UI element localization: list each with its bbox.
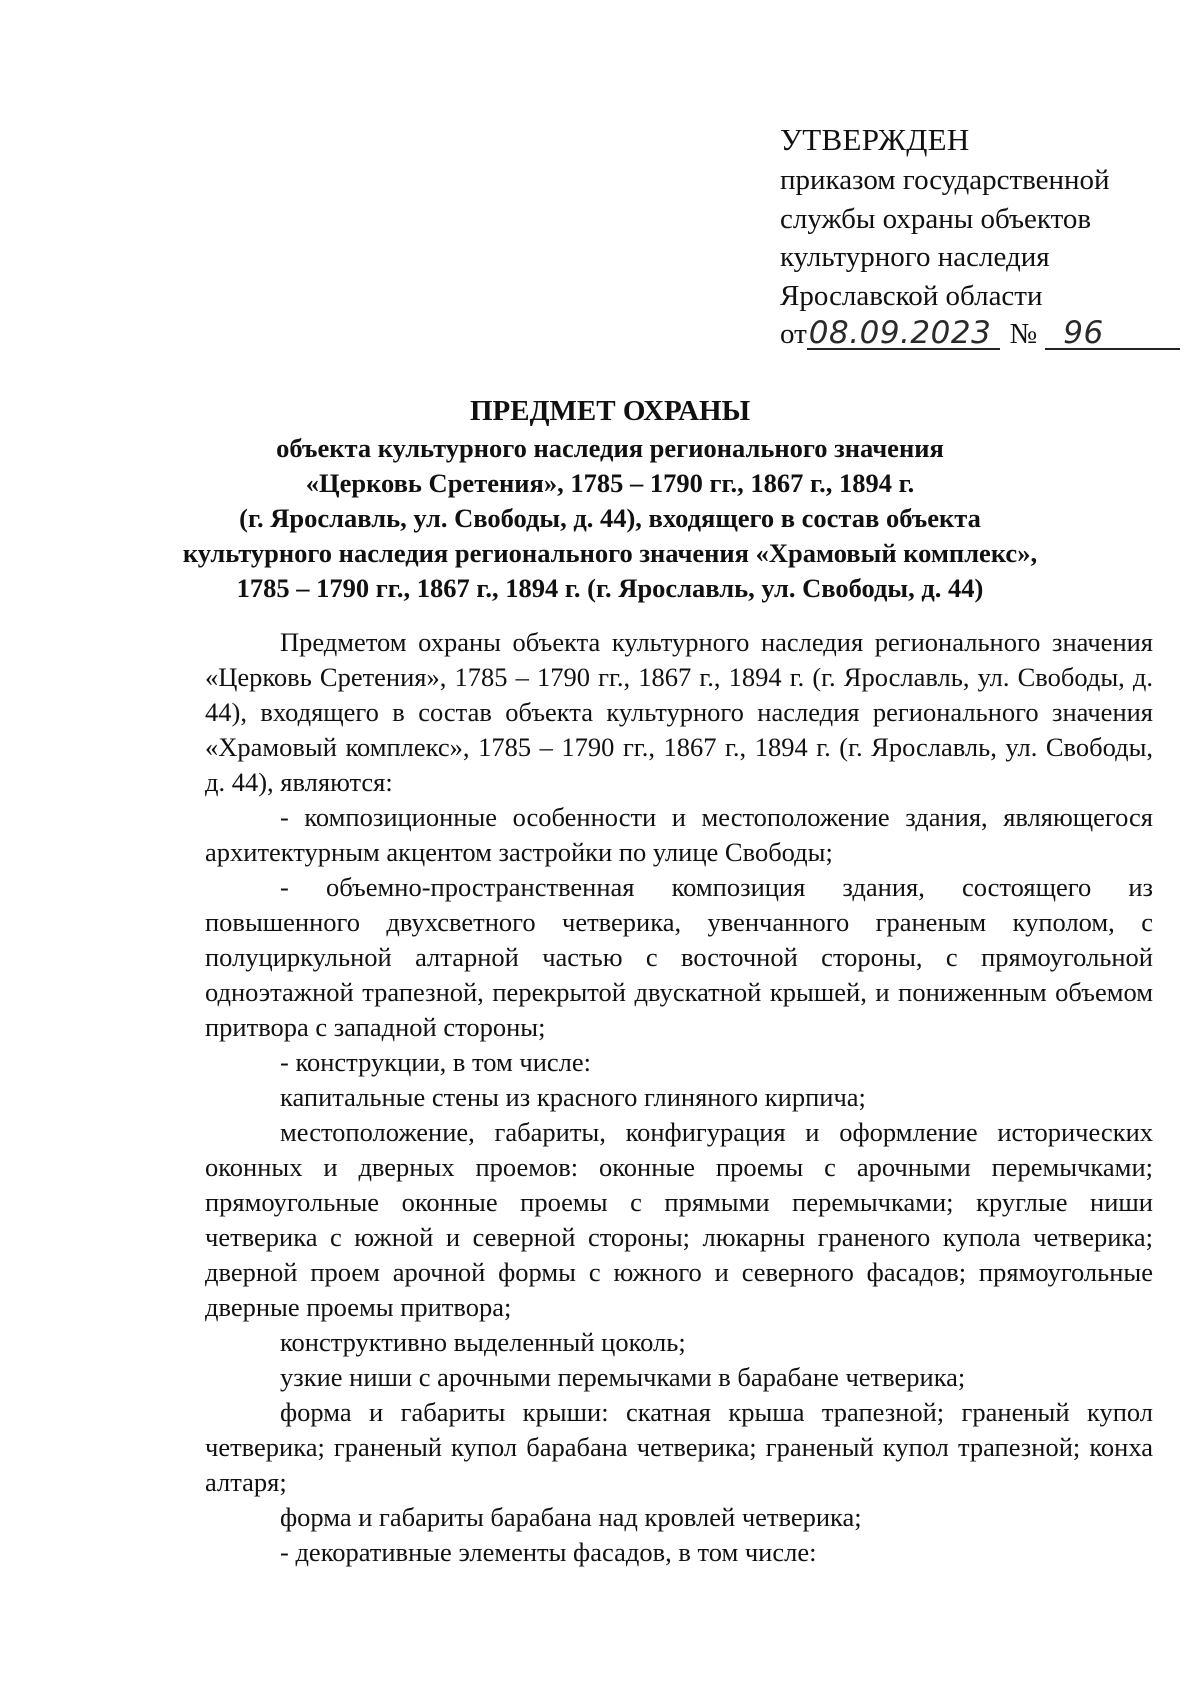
body-paragraph: - объемно-пространственная композиция здания, состоящего из повышенного двухсветного четверика, увенчанного граненым куполом, с полуциркульной алтарной частью с восточной стороны, с прямоугольной одноэтажной трапезной, перекрытой двускатной крышей, и пониженным объемом притвора с западной стороны; (205, 872, 1153, 1042)
document-title (150, 392, 1070, 606)
body-paragraph: форма и габариты барабана над кровлей четверика; (280, 1502, 862, 1532)
title-line: культурного наследия регионального значения «Храмовый комплекс», (182, 538, 1038, 568)
body-paragraph: Предметом охраны объекта культурного наследия регионального значения «Церковь Сретения», 1785 – 1790 гг., 1867 г., 1894 г. (г. Ярославль, ул. Свободы, д. 44), входящего в состав объекта культурного наследия регионального значения «Храмовый комплекс», 1785 – 1790 гг., 1867 г., 1894 г. (г. Ярославль, ул. Свободы, д. 44), являются: (205, 627, 1153, 797)
document-body (205, 625, 1153, 1570)
approval-line: культурного наследия (780, 241, 1050, 273)
body-paragraph: - композиционные особенности и местоположение здания, являющегося архитектурным акцентом застройки по улице Свободы; (205, 802, 1153, 867)
approval-line: Ярославской области (780, 279, 1043, 312)
handwritten-date: 08.09.2023 (807, 318, 1000, 350)
body-paragraph: местоположение, габариты, конфигурация и оформление исторических оконных и дверных проемов: оконные проемы с арочными перемычками; прямоугольные оконные проемы с прямыми перемычками; круглые ниши четверика с южной и северной стороны; люкарны граненого купола четверика; дверной проем арочной формы с южного и северного фасадов; прямоугольные дверные проемы притвора; (205, 1117, 1153, 1322)
handwritten-order-number: 96 (1045, 318, 1180, 350)
title-line: «Церковь Сретения», 1785 – 1790 гг., 1867 г., 1894 г. (305, 468, 915, 498)
approval-line: приказом государственной (780, 164, 1110, 196)
body-paragraph: конструктивно выделенный цоколь; (280, 1327, 686, 1357)
approval-line: службы охраны объектов (780, 202, 1092, 235)
order-date-number-line (780, 315, 1180, 354)
body-paragraph: форма и габариты крыши: скатная крыша трапезной; граненый купол четверика; граненый купол барабана четверика; граненый купол трапезной; конха алтаря; (205, 1397, 1153, 1497)
date-prefix: от (780, 318, 807, 350)
body-paragraph: капитальные стены из красного глиняного кирпича; (280, 1082, 866, 1112)
title-line: объекта культурного наследия регионального значения (276, 433, 944, 463)
title-line: (г. Ярославль, ул. Свободы, д. 44), входящего в состав объекта (239, 503, 981, 533)
title-main: ПРЕДМЕТ ОХРАНЫ (469, 395, 751, 427)
approval-stamp-block (780, 120, 1180, 354)
approval-heading: УТВЕРЖДЕН (780, 122, 970, 157)
number-sign: № (1009, 318, 1038, 350)
body-paragraph: - конструкции, в том числе: (280, 1047, 592, 1077)
body-paragraph: - декоративные элементы фасадов, в том числе: (280, 1537, 817, 1567)
body-paragraph: узкие ниши с арочными перемычками в барабане четверика; (280, 1362, 966, 1392)
title-line: 1785 – 1790 гг., 1867 г., 1894 г. (г. Ярославль, ул. Свободы, д. 44) (236, 573, 984, 603)
